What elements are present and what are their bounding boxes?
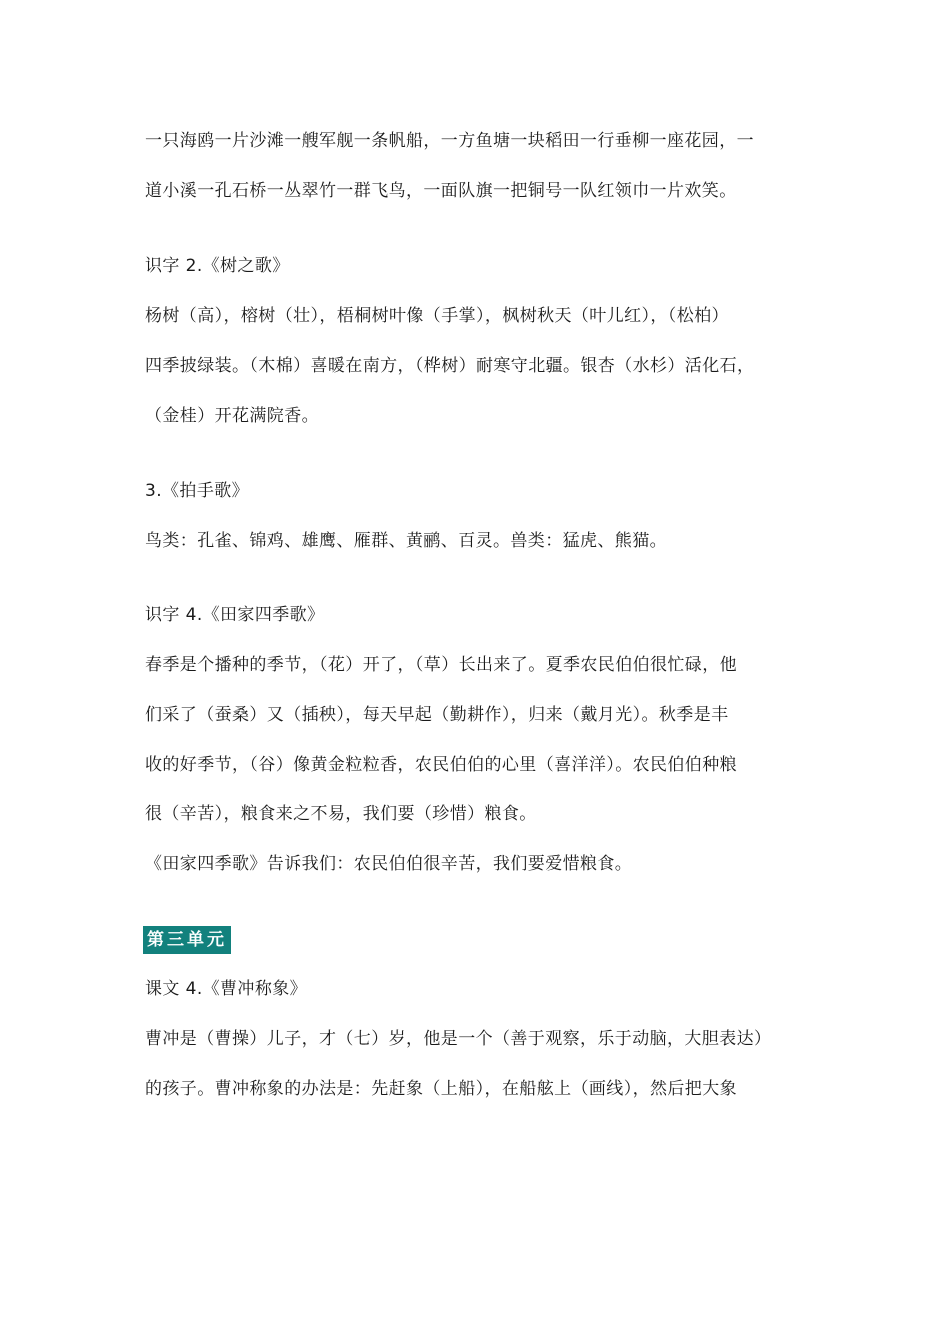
lesson-heading-tianjia: 识字 4.《田家四季歌》 — [145, 605, 325, 625]
unit-badge: 第三单元 — [143, 926, 231, 954]
paragraph-line: （金桂）开花满院香。 — [145, 406, 319, 426]
lesson-heading-paishouge: 3.《拍手歌》 — [145, 481, 250, 501]
paragraph-line: 春季是个播种的季节，（花）开了，（草）长出来了。夏季农民伯伯很忙碌，他 — [145, 655, 737, 675]
paragraph-line: 收的好季节，（谷）像黄金粒粒香，农民伯伯的心里（喜洋洋）。农民伯伯种粮 — [145, 755, 737, 775]
paragraph-line: 很（辛苦），粮食来之不易，我们要（珍惜）粮食。 — [145, 804, 537, 824]
paragraph-line: 一只海鸥一片沙滩一艘军舰一条帆船，一方鱼塘一块稻田一行垂柳一座花园，一 — [145, 131, 754, 151]
paragraph-line: 的孩子。曹冲称象的办法是：先赶象（上船），在船舷上（画线），然后把大象 — [145, 1079, 737, 1099]
paragraph-line: 鸟类：孔雀、锦鸡、雄鹰、雁群、黄鹂、百灵。兽类：猛虎、熊猫。 — [145, 531, 667, 551]
paragraph-line: 《田家四季歌》告诉我们：农民伯伯很辛苦，我们要爱惜粮食。 — [145, 854, 633, 874]
paragraph-line: 道小溪一孔石桥一丛翠竹一群飞鸟，一面队旗一把铜号一队红领巾一片欢笑。 — [145, 181, 737, 201]
paragraph-line: 杨树（高），榕树（壮），梧桐树叶像（手掌），枫树秋天（叶儿红），（松柏） — [145, 306, 729, 326]
paragraph-line: 们采了（蚕桑）又（插秧），每天早起（勤耕作），归来（戴月光）。秋季是丰 — [145, 705, 729, 725]
paragraph-line: 四季披绿装。（木棉）喜暖在南方，（桦树）耐寒守北疆。银杏（水杉）活化石， — [145, 356, 755, 376]
paragraph-line: 曹冲是（曹操）儿子，才（七）岁，他是一个（善于观察，乐于动脑，大胆表达） — [145, 1029, 772, 1049]
lesson-heading-shuzhige: 识字 2.《树之歌》 — [145, 256, 290, 276]
lesson-heading-caochong: 课文 4.《曹冲称象》 — [145, 979, 308, 999]
